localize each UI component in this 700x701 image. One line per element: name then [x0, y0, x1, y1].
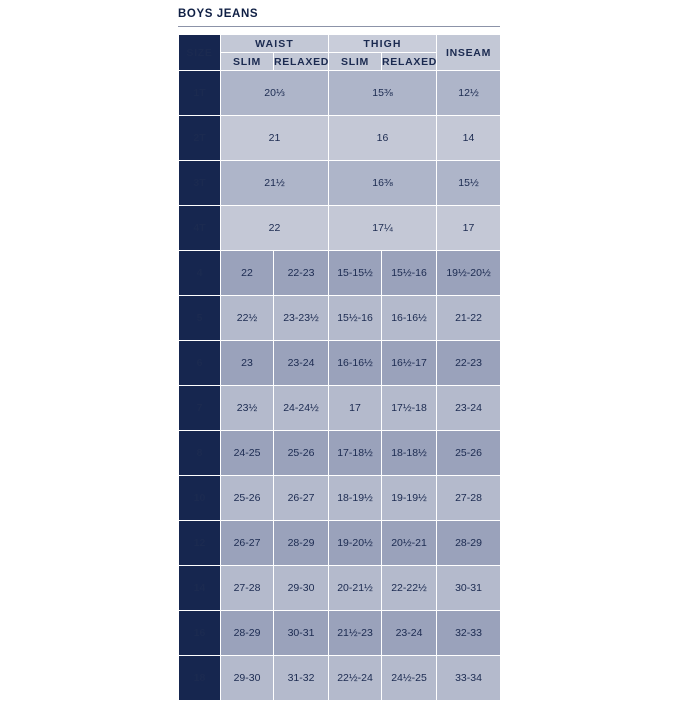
cell-size: 12 — [179, 521, 221, 566]
cell-thigh-relaxed: 17½-18 — [382, 386, 437, 431]
cell-size: 16 — [179, 611, 221, 656]
cell-thigh-relaxed: 15½-16 — [382, 251, 437, 296]
cell-inseam: 25-26 — [437, 431, 501, 476]
table-row — [179, 656, 501, 701]
cell-inseam: 17 — [437, 206, 501, 251]
cell-waist: 20⅓ — [221, 71, 329, 116]
table-row — [179, 431, 501, 476]
cell-waist-relaxed: 30-31 — [274, 611, 329, 656]
cell-thigh-slim: 18-19½ — [329, 476, 382, 521]
cell-waist: 21 — [221, 116, 329, 161]
table-row — [179, 341, 501, 386]
table-row — [179, 161, 501, 206]
table-row — [179, 386, 501, 431]
table-row — [179, 521, 501, 566]
cell-thigh-slim: 15-15½ — [329, 251, 382, 296]
cell-size: 14 — [179, 566, 221, 611]
cell-thigh-relaxed: 19-19½ — [382, 476, 437, 521]
cell-size: 5 — [179, 296, 221, 341]
cell-waist-relaxed: 28-29 — [274, 521, 329, 566]
cell-size: 1T — [179, 71, 221, 116]
cell-waist-slim: 28-29 — [221, 611, 274, 656]
title-divider — [178, 26, 500, 27]
cell-thigh-relaxed: 16½-17 — [382, 341, 437, 386]
cell-waist-slim: 23½ — [221, 386, 274, 431]
header-thigh-slim: SLIM — [329, 53, 382, 71]
page-title: BOYS JEANS — [178, 8, 259, 20]
cell-size: 6 — [179, 341, 221, 386]
header-waist-relaxed: RELAXED — [274, 53, 329, 71]
cell-inseam: 22-23 — [437, 341, 501, 386]
cell-thigh-relaxed: 23-24 — [382, 611, 437, 656]
table-header — [179, 35, 501, 71]
cell-thigh: 16⅜ — [329, 161, 437, 206]
cell-thigh-slim: 17-18½ — [329, 431, 382, 476]
cell-waist-slim: 27-28 — [221, 566, 274, 611]
cell-inseam: 30-31 — [437, 566, 501, 611]
cell-inseam: 19½-20½ — [437, 251, 501, 296]
header-inseam: INSEAM — [437, 35, 501, 71]
cell-waist-relaxed: 25-26 — [274, 431, 329, 476]
cell-thigh-relaxed: 24½-25 — [382, 656, 437, 701]
cell-size: 2T — [179, 116, 221, 161]
cell-waist-slim: 24-25 — [221, 431, 274, 476]
cell-thigh-slim: 20-21½ — [329, 566, 382, 611]
cell-inseam: 23-24 — [437, 386, 501, 431]
cell-inseam: 12½ — [437, 71, 501, 116]
cell-thigh-relaxed: 16-16½ — [382, 296, 437, 341]
cell-thigh: 17¼ — [329, 206, 437, 251]
cell-inseam: 21-22 — [437, 296, 501, 341]
cell-size: 4 — [179, 251, 221, 296]
cell-thigh-slim: 21½-23 — [329, 611, 382, 656]
table-row — [179, 116, 501, 161]
cell-thigh-relaxed: 22-22½ — [382, 566, 437, 611]
header-waist-slim: SLIM — [221, 53, 274, 71]
table-row — [179, 71, 501, 116]
cell-waist-relaxed: 26-27 — [274, 476, 329, 521]
cell-thigh-slim: 16-16½ — [329, 341, 382, 386]
cell-waist-slim: 22 — [221, 251, 274, 296]
cell-inseam: 28-29 — [437, 521, 501, 566]
header-waist: WAIST — [221, 35, 329, 53]
cell-thigh-relaxed: 18-18½ — [382, 431, 437, 476]
cell-thigh-slim: 17 — [329, 386, 382, 431]
cell-waist-relaxed: 22-23 — [274, 251, 329, 296]
cell-thigh-slim: 15½-16 — [329, 296, 382, 341]
table-row — [179, 611, 501, 656]
table-row — [179, 206, 501, 251]
cell-waist-slim: 25-26 — [221, 476, 274, 521]
cell-waist-relaxed: 23-23½ — [274, 296, 329, 341]
cell-waist-relaxed: 29-30 — [274, 566, 329, 611]
cell-thigh-relaxed: 20½-21 — [382, 521, 437, 566]
table-row — [179, 251, 501, 296]
cell-size: 18 — [179, 656, 221, 701]
header-thigh-relaxed: RELAXED — [382, 53, 437, 71]
cell-size: 7 — [179, 386, 221, 431]
size-chart-table — [178, 34, 501, 701]
cell-waist: 22 — [221, 206, 329, 251]
cell-inseam: 33-34 — [437, 656, 501, 701]
cell-waist-slim: 26-27 — [221, 521, 274, 566]
cell-waist-relaxed: 23-24 — [274, 341, 329, 386]
cell-inseam: 15½ — [437, 161, 501, 206]
header-size: SIZE — [179, 35, 221, 71]
table-body — [179, 71, 501, 701]
cell-inseam: 14 — [437, 116, 501, 161]
cell-size: 8 — [179, 431, 221, 476]
cell-waist-slim: 29-30 — [221, 656, 274, 701]
cell-waist-relaxed: 31-32 — [274, 656, 329, 701]
cell-inseam: 27-28 — [437, 476, 501, 521]
cell-inseam: 32-33 — [437, 611, 501, 656]
cell-waist-relaxed: 24-24½ — [274, 386, 329, 431]
table-row — [179, 476, 501, 521]
cell-waist: 21½ — [221, 161, 329, 206]
cell-size: 4T — [179, 206, 221, 251]
cell-waist-slim: 23 — [221, 341, 274, 386]
header-thigh: THIGH — [329, 35, 437, 53]
table-row — [179, 296, 501, 341]
cell-thigh-slim: 22½-24 — [329, 656, 382, 701]
cell-thigh: 16 — [329, 116, 437, 161]
table-row — [179, 566, 501, 611]
cell-size: 10 — [179, 476, 221, 521]
cell-size: 3T — [179, 161, 221, 206]
cell-waist-slim: 22½ — [221, 296, 274, 341]
cell-thigh-slim: 19-20½ — [329, 521, 382, 566]
cell-thigh: 15⅜ — [329, 71, 437, 116]
